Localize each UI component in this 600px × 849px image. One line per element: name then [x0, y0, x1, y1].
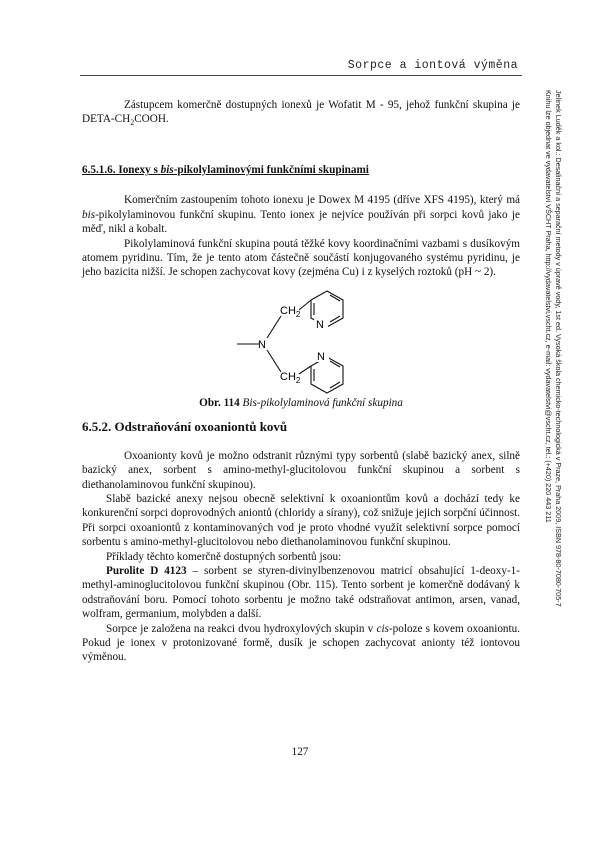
atom-ch2-lower: $CH_2$	[280, 370, 301, 385]
paragraph-examples: Příklady těchto komerčně dostupných sorbentů jsou:	[106, 550, 342, 563]
atom-n-ring-lower: N	[317, 350, 325, 363]
chemical-structure	[201, 286, 401, 394]
side-note-line1: Jelínek Luděk a kol.: Desalinační a separační metody v úpravě vody, 1st ed. Vysoká škola chemicko-technologická v Praze, Praha 2009, ISBN 978-80-7080-705-7	[554, 90, 563, 607]
atom-n-amine: N	[258, 338, 266, 351]
paragraph-oxoanions: Oxoanionty kovů je možno odstranit různými typy sorbentů (slabě bazický anex, silně bazický anex, sorbent s amino-methyl-glucitolovou funkční skupinou a sorbent s diethanolaminovou funkční skupinou).	[82, 449, 520, 491]
paragraph-cis: Sorpce je založena na reakci dvou hydroxylových skupin v cis-poloze s kovem oxoaniontu. Pokud je ionex v protonizované formě, dusík je schopen zachycovat anionty též iontovou výměnou.	[82, 622, 520, 664]
side-note	[533, 90, 563, 670]
paragraph-purolite: Purolite D 4123 – sorbent se styren-divinylbenzenovou matricí obsahující 1-deoxy-1-methyl-aminoglucitolovou funkční skupinou (Obr. 115). Tento sorbent je komerčně dodávaný k odstraňování boru. Pomocí tohoto sorbentu je možno také odstraňovat antimon, arsen, vanad, wolfram, germanium, molybden a další.	[82, 564, 520, 621]
atom-ch2-upper: $CH_2$	[280, 304, 301, 319]
section-heading-6-5-1-6: 6.5.1.6. Ionexy s bis-pikolylaminovými funkčními skupinami	[82, 164, 369, 177]
page-number: 127	[291, 746, 309, 758]
running-head: Sorpce a iontová výměna	[347, 59, 518, 72]
intro-paragraph: Zástupcem komerčně dostupných ionexů je Wofatit M - 95, jehož funkční skupina je DETA-$CH_2COOH$.	[82, 99, 520, 128]
side-note-line2: Knihu lze objednat ve vydavatelství VŠCHT Praha, http://vydavatelstvi.vscht.cz, e-mail: vydavatelstvi@vscht.cz, tel.: (+420) 220 443 211	[544, 90, 553, 523]
figure-caption: Obr. 114 Bis-pikolylaminová funkční skupina	[199, 396, 403, 409]
header-rule	[80, 75, 522, 76]
section-heading-6-5-2: 6.5.2. Odstraňování oxoaniontů kovů	[82, 419, 288, 435]
figure-bis-picolylamine	[82, 286, 520, 394]
atom-n-ring-upper: N	[316, 318, 324, 331]
paragraph-dowex: Komerčním zastoupením tohoto ionexu je Dowex M 4195 (dříve XFS 4195), který má bis-pikolylaminovou funkční skupinu. Tento ionex je nejvíce používán při sorpci kovů jako je měď, nikl a kobalt.	[82, 194, 520, 236]
page-content	[82, 98, 520, 665]
paragraph-picolyl: Pikolylaminová funkční skupina poutá těžké kovy koordinačními vazbami s dusíkovým atomem pyridinu. Tím, že je tento atom částečně součástí konjugovaného systému pyridinu, je jeho bazicita nižší. Je schopen zachycovat kovy (zejména Cu) i z kyselých roztoků (pH ~ 2).	[82, 237, 520, 279]
paragraph-weak-base: Slabě bazické anexy nejsou obecně selektivní k oxoaniontům kovů a dochází tedy ke konkurenční sorpci doprovodných aniontů (chloridy a sírany), což snižuje jejich sorpční účinnost. Při sorpci oxoaniontů z kontaminovaných vod je proto vhodné využít selektivní sorpce pomocí sorbentu s amino-methyl-glucitolovou nebo diethanolaminovou funkční skupinou.	[82, 492, 520, 549]
